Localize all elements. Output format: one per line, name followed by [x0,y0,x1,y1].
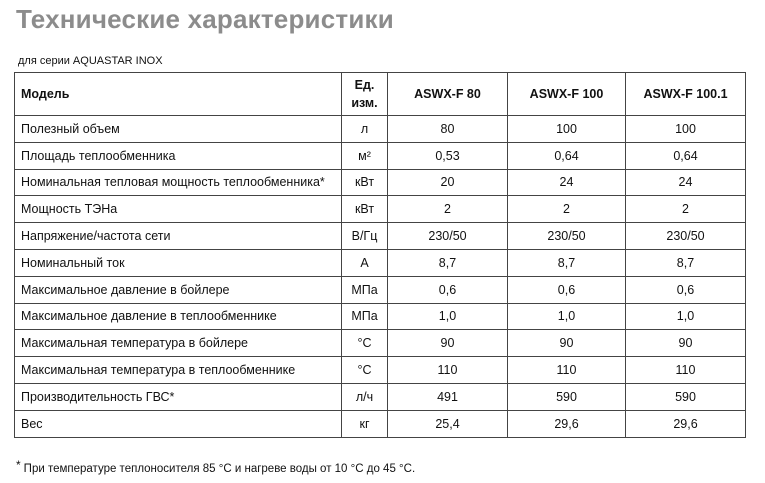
page-title: Технические характеристики [16,4,394,34]
parameter-name: Максимальное давление в бойлере [15,276,342,303]
value-model-2: 24 [508,169,626,196]
parameter-unit: МПа [342,276,388,303]
value-model-1: 80 [388,116,508,143]
parameter-name: Максимальная температура в теплообменнике [15,357,342,384]
parameter-name: Номинальный ток [15,249,342,276]
parameter-unit: кВт [342,169,388,196]
table-row [15,330,746,357]
parameter-unit: л/ч [342,383,388,410]
table-row [15,169,746,196]
value-model-1: 1,0 [388,303,508,330]
header-unit [342,73,388,116]
footnote-text: При температуре теплоносителя 85 °С и нагреве воды от 10 °С до 45 °С. [23,463,416,475]
parameter-name: Максимальная температура в бойлере [15,330,342,357]
table-row [15,142,746,169]
value-model-1: 230/50 [388,223,508,250]
parameter-unit: МПа [342,303,388,330]
value-model-2: 0,6 [508,276,626,303]
parameter-unit: °С [342,357,388,384]
value-model-2: 0,64 [508,142,626,169]
value-model-2: 8,7 [508,249,626,276]
value-model-3: 590 [626,383,746,410]
table-row [15,196,746,223]
table-row [15,383,746,410]
parameter-name: Напряжение/частота сети [15,223,342,250]
value-model-3: 90 [626,330,746,357]
parameter-unit: В/Гц [342,223,388,250]
value-model-1: 491 [388,383,508,410]
parameter-name: Вес [15,410,342,437]
footnote-marker: * [16,458,21,472]
parameter-name: Полезный объем [15,116,342,143]
table-row [15,276,746,303]
parameter-unit: кВт [342,196,388,223]
value-model-1: 110 [388,357,508,384]
value-model-2: 29,6 [508,410,626,437]
value-model-1: 2 [388,196,508,223]
table-row [15,116,746,143]
value-model-3: 24 [626,169,746,196]
parameter-name: Номинальная тепловая мощность теплообменника* [15,169,342,196]
value-model-3: 0,64 [626,142,746,169]
value-model-3: 29,6 [626,410,746,437]
header-model-1: ASWX-F 80 [388,73,508,116]
header-unit-line2: изм. [351,96,378,110]
header-model-2: ASWX-F 100 [508,73,626,116]
table-row [15,223,746,250]
value-model-1: 90 [388,330,508,357]
table-row [15,357,746,384]
parameter-name: Мощность ТЭНа [15,196,342,223]
value-model-2: 100 [508,116,626,143]
value-model-3: 230/50 [626,223,746,250]
header-unit-line1: Ед. [354,78,375,92]
table-header-row [15,73,746,116]
value-model-1: 0,53 [388,142,508,169]
value-model-3: 2 [626,196,746,223]
value-model-1: 8,7 [388,249,508,276]
table-row [15,410,746,437]
value-model-1: 25,4 [388,410,508,437]
table-row [15,303,746,330]
parameter-unit: кг [342,410,388,437]
value-model-3: 8,7 [626,249,746,276]
value-model-3: 1,0 [626,303,746,330]
value-model-1: 0,6 [388,276,508,303]
parameter-unit: л [342,116,388,143]
value-model-2: 110 [508,357,626,384]
value-model-3: 0,6 [626,276,746,303]
value-model-3: 100 [626,116,746,143]
value-model-1: 20 [388,169,508,196]
parameter-unit: м² [342,142,388,169]
parameter-unit: °С [342,330,388,357]
value-model-2: 2 [508,196,626,223]
footnote [16,458,415,475]
table-body [15,116,746,438]
spec-table [14,72,746,438]
value-model-2: 590 [508,383,626,410]
value-model-3: 110 [626,357,746,384]
parameter-name: Производительность ГВС* [15,383,342,410]
series-subtitle: для серии AQUASTAR INOX [18,55,163,67]
header-model-3: ASWX-F 100.1 [626,73,746,116]
header-model: Модель [15,73,342,116]
table-row [15,249,746,276]
parameter-name: Максимальное давление в теплообменнике [15,303,342,330]
parameter-unit: А [342,249,388,276]
value-model-2: 1,0 [508,303,626,330]
parameter-name: Площадь теплообменника [15,142,342,169]
value-model-2: 90 [508,330,626,357]
value-model-2: 230/50 [508,223,626,250]
